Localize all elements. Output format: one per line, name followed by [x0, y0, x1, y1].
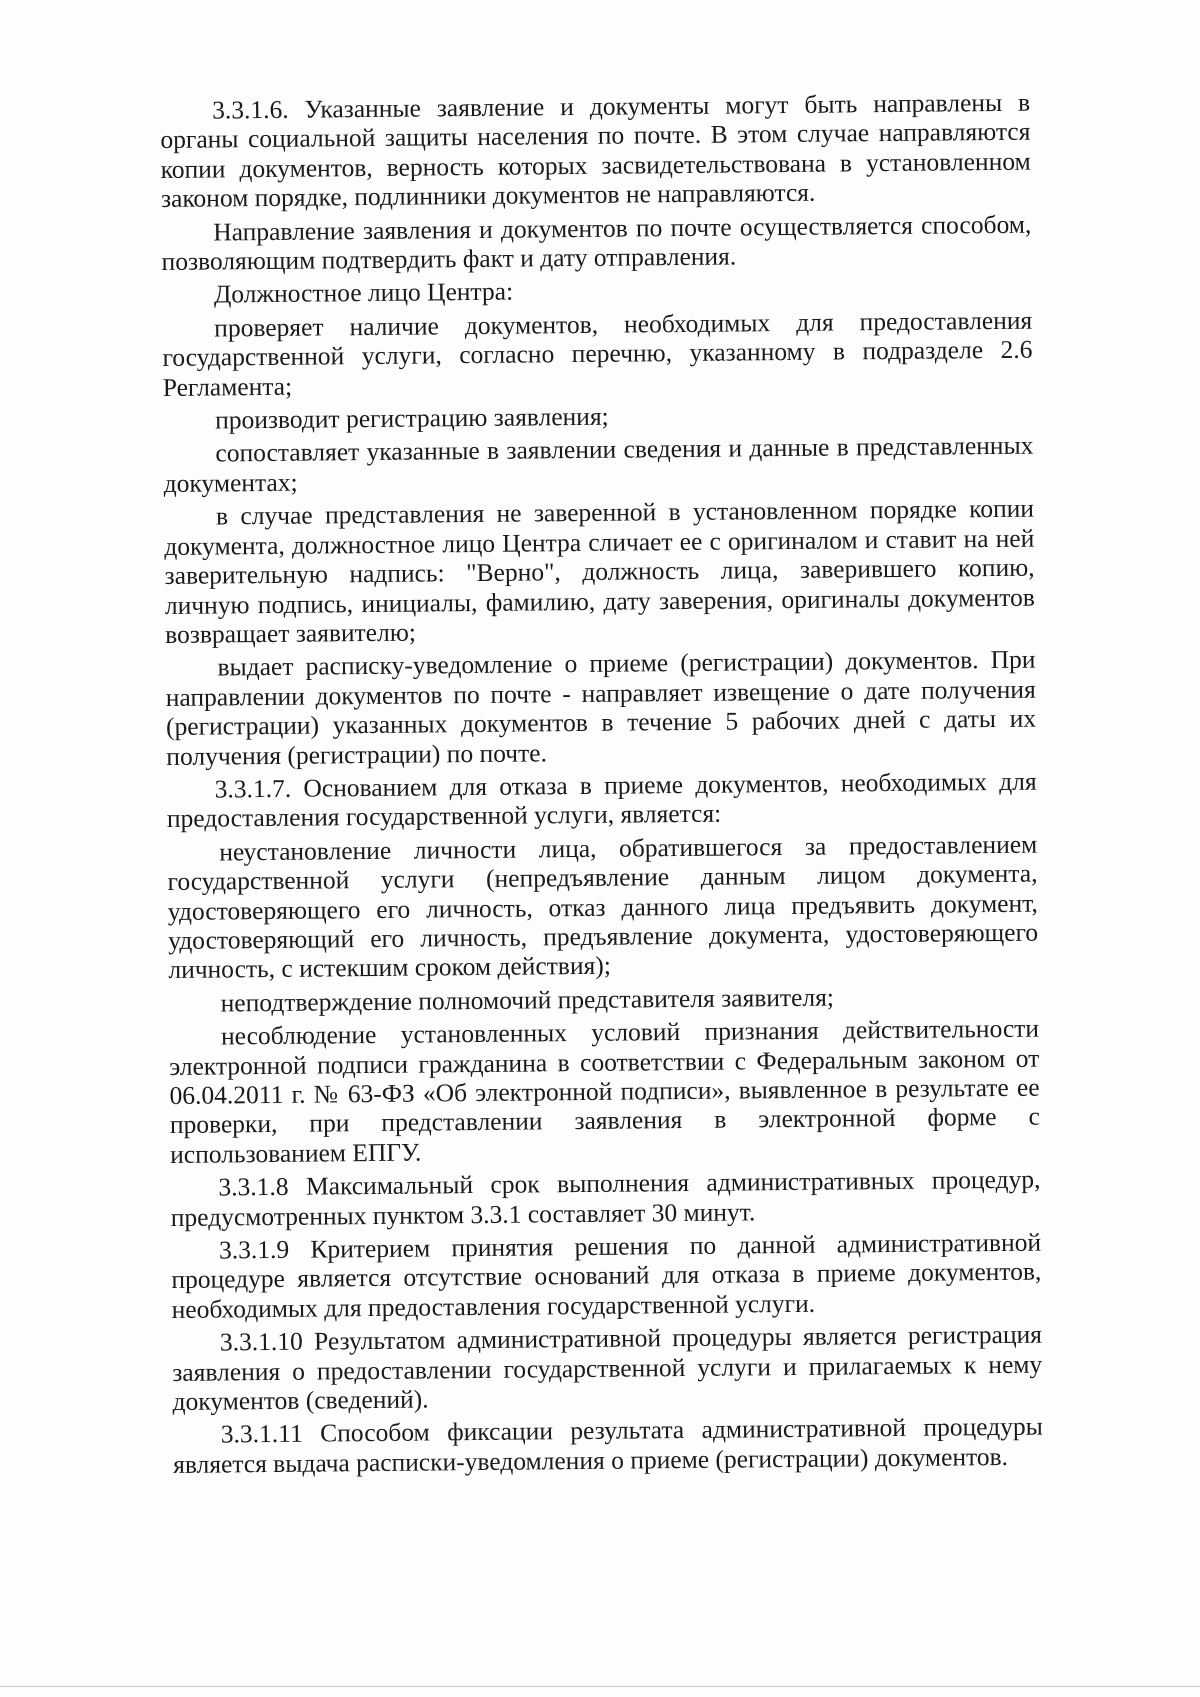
paragraph-3-3-1-6: 3.3.1.6. Указанные заявление и документы могут быть направлены в органы социальной защиты населения по почте. В этом случае направляются копии документов, верность которых засвидетельствована в установленном законом порядке, подлинники документов не направляются.	[160, 87, 1031, 214]
paragraph-mail-method: Направление заявления и документов по почте осуществляется способом, позволяющим подтвердить факт и дату отправления.	[161, 209, 1032, 277]
paragraph-3-3-1-9: 3.3.1.9 Критерием принятия решения по данной административной процедуре является отсутствие оснований для отказа в приеме документов, необходимых для предоставления государственной услуги.	[171, 1227, 1042, 1324]
paragraph-3-3-1-11: 3.3.1.11 Способом фиксации результата административной процедуры является выдача расписки-уведомления о приеме (регистрации) документов.	[172, 1412, 1043, 1479]
paragraph-official-center: Должностное лицо Центра:	[213, 277, 514, 309]
document-body	[160, 88, 1043, 1484]
paragraph-3-3-1-8: 3.3.1.8 Максимальный срок выполнения административных процедур, предусмотренных пунктом 3.3.1 составляет 30 минут.	[170, 1164, 1041, 1232]
list-item-compares-data: сопоставляет указанные в заявлении сведения и данные в представленных документах;	[163, 431, 1034, 498]
list-item-registers-application: производит регистрацию заявления;	[214, 401, 609, 435]
list-item-checks-documents: проверяет наличие документов, необходимых для предоставления государственной услуги, согласно перечню, указанному в подразделе 2.6 Регламента;	[162, 305, 1033, 402]
page-bottom-edge	[0, 1686, 1200, 1687]
paragraph-3-3-1-7: 3.3.1.7. Основанием для отказа в приеме документов, необходимых для предоставления государственной услуги, является:	[166, 766, 1037, 834]
paragraph-3-3-1-10: 3.3.1.10 Результатом административной процедуры является регистрация заявления о предоставлении государственной услуги и прилагаемых к нему документов (сведений).	[172, 1319, 1043, 1417]
list-item-certifies-copy: в случае представления не заверенной в установленном порядке копии документа, должностное лицо Центра сличает ее с оригиналом и ставит на ней заверительную надпись: "Верно", должность лица, заверившего копию, личную подпись, инициалы, фамилию, дату заверения, оригиналы документов возвращает заявителю;	[164, 493, 1035, 649]
list-item-identity-not-established: неустановление личности лица, обратившегося за предоставлением государственной услуги (непредъявление данным лицом документа, удостоверяющего его личность, отказ данного лица предъявить документ, удостоверяющий его личность, предъявление документа, удостоверяющего личность, с истекшим сроком действия);	[167, 829, 1039, 985]
list-item-signature-invalid: несоблюдение установленных условий признания действительности электронной подписи гражданина в соответствии с Федеральным законом от 06.04.2011 г. № 63-ФЗ «Об электронной подписи», выявленное в результате ее проверки, при представлении заявления в электронной форме с использованием ЕПГУ.	[169, 1013, 1040, 1169]
list-item-authority-not-confirmed: неподтверждение полномочий представителя заявителя;	[220, 982, 835, 1018]
list-item-issues-receipt: выдает расписку-уведомление о приеме (регистрации) документов. При направлении документов по почте - направляет извещение о дате получения (регистрации) указанных документов в течение 5 рабочих дней с даты их получения (регистрации) по почте.	[165, 644, 1037, 771]
